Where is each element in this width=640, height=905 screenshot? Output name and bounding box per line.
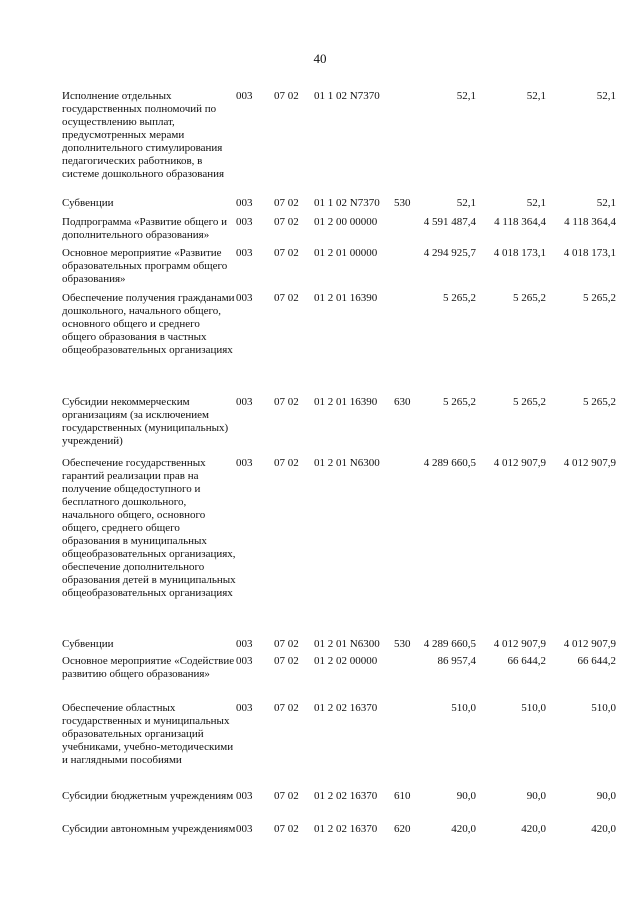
row-value-3: 66 644,2 <box>577 655 616 667</box>
row-value-1: 510,0 <box>451 702 476 714</box>
row-name: Субвенции <box>62 638 114 650</box>
row-admin-code: 003 <box>236 197 253 209</box>
row-admin-code: 003 <box>236 457 253 469</box>
row-value-1: 5 265,2 <box>443 292 476 304</box>
row-value-1: 4 289 660,5 <box>423 638 476 650</box>
row-value-1: 52,1 <box>456 90 476 102</box>
row-name: Исполнение отдельных государственных полномочий по осуществлению выплат, предусмотренных мерами дополнительного стимулирования педагогических работников, в системе дошкольного образования <box>62 90 225 180</box>
row-section-code: 07 02 <box>274 655 299 667</box>
row-value-3: 52,1 <box>596 90 616 102</box>
row-admin-code: 003 <box>236 247 253 259</box>
budget-table <box>62 90 618 853</box>
row-target-code: 01 2 01 00000 <box>314 247 378 259</box>
row-section-code: 07 02 <box>274 247 299 259</box>
row-value-1: 4 591 487,4 <box>423 216 476 228</box>
row-value-1: 90,0 <box>456 790 476 802</box>
row-target-code: 01 2 01 16390 <box>314 396 378 408</box>
row-value-1: 86 957,4 <box>437 655 476 667</box>
row-target-code: 01 1 02 N7370 <box>314 90 380 102</box>
row-admin-code: 003 <box>236 216 253 228</box>
row-section-code: 07 02 <box>274 638 299 650</box>
row-expense-type: 610 <box>394 790 411 802</box>
row-name: Субсидии бюджетным учреждениям <box>62 790 234 802</box>
row-value-3: 4 018 173,1 <box>563 247 616 259</box>
row-value-2: 90,0 <box>526 790 546 802</box>
row-section-code: 07 02 <box>274 90 299 102</box>
table-row <box>62 457 618 638</box>
row-name: Подпрограмма «Развитие общего и дополнительного образования» <box>62 216 228 241</box>
row-value-2: 52,1 <box>526 90 546 102</box>
row-section-code: 07 02 <box>274 292 299 304</box>
row-value-3: 420,0 <box>591 823 616 835</box>
row-target-code: 01 2 02 00000 <box>314 655 378 667</box>
table-row <box>62 638 618 655</box>
row-expense-type: 620 <box>394 823 411 835</box>
row-value-3: 5 265,2 <box>583 396 616 408</box>
row-expense-type: 630 <box>394 396 411 408</box>
table-row <box>62 790 618 823</box>
row-section-code: 07 02 <box>274 823 299 835</box>
page-number: 40 <box>313 51 327 66</box>
row-target-code: 01 1 02 N7370 <box>314 197 380 209</box>
row-value-1: 420,0 <box>451 823 476 835</box>
row-name: Обеспечение получения гражданами дошкольного, начального общего, основного общего и среднего общего образования в частных общеобразовательных организациях <box>62 292 235 356</box>
row-section-code: 07 02 <box>274 197 299 209</box>
row-name: Субсидии автономным учреждениям <box>62 823 236 835</box>
row-value-3: 4 118 364,4 <box>564 216 616 228</box>
row-value-3: 52,1 <box>596 197 616 209</box>
row-admin-code: 003 <box>236 823 253 835</box>
row-value-3: 510,0 <box>591 702 616 714</box>
table-row <box>62 292 618 396</box>
row-value-2: 4 012 907,9 <box>493 457 546 469</box>
table-row <box>62 823 618 853</box>
row-section-code: 07 02 <box>274 396 299 408</box>
row-value-1: 5 265,2 <box>443 396 476 408</box>
row-value-1: 4 289 660,5 <box>423 457 476 469</box>
row-target-code: 01 2 02 16370 <box>314 790 378 802</box>
row-value-2: 4 012 907,9 <box>493 638 546 650</box>
row-target-code: 01 2 02 16370 <box>314 702 378 714</box>
row-admin-code: 003 <box>236 702 253 714</box>
row-value-2: 52,1 <box>526 197 546 209</box>
row-section-code: 07 02 <box>274 457 299 469</box>
row-value-2: 5 265,2 <box>513 396 546 408</box>
table-row <box>62 216 618 247</box>
row-value-3: 4 012 907,9 <box>563 638 616 650</box>
row-admin-code: 003 <box>236 790 253 802</box>
row-admin-code: 003 <box>236 90 253 102</box>
row-name: Субсидии некоммерческим организациям (за исключением государственных (муниципальных) учреждений) <box>62 396 229 447</box>
row-name: Обеспечение государственных гарантий реализации прав на получение общедоступного и бесплатного дошкольного, начального общего, основного общего, среднего общего образования в муниципальных общеобразовательных организациях, обеспечение дополнительного образования детей в муниципальных общеобразовательных организациях <box>62 457 236 599</box>
row-value-2: 5 265,2 <box>513 292 546 304</box>
row-value-2: 66 644,2 <box>507 655 546 667</box>
row-value-3: 4 012 907,9 <box>563 457 616 469</box>
row-value-1: 4 294 925,7 <box>423 247 476 259</box>
table-row <box>62 702 618 790</box>
row-target-code: 01 2 01 N6300 <box>314 457 380 469</box>
row-name: Обеспечение областных государственных и муниципальных образовательных организаций учебниками, учебно-методическими и наглядными пособиями <box>62 702 234 766</box>
table-row <box>62 396 618 457</box>
row-value-2: 4 018 173,1 <box>493 247 546 259</box>
row-expense-type: 530 <box>394 638 411 650</box>
row-target-code: 01 2 01 16390 <box>314 292 378 304</box>
row-expense-type: 530 <box>394 197 411 209</box>
row-name: Основное мероприятие «Содействие развитию общего образования» <box>62 655 235 680</box>
row-target-code: 01 2 02 16370 <box>314 823 378 835</box>
row-value-2: 4 118 364,4 <box>494 216 546 228</box>
row-value-2: 420,0 <box>521 823 546 835</box>
row-target-code: 01 2 00 00000 <box>314 216 378 228</box>
row-section-code: 07 02 <box>274 790 299 802</box>
row-admin-code: 003 <box>236 396 253 408</box>
row-section-code: 07 02 <box>274 216 299 228</box>
row-target-code: 01 2 01 N6300 <box>314 638 380 650</box>
row-name: Основное мероприятие «Развитие образовательных программ общего образования» <box>62 247 228 285</box>
row-admin-code: 003 <box>236 638 253 650</box>
table-row <box>62 197 618 216</box>
row-value-2: 510,0 <box>521 702 546 714</box>
row-section-code: 07 02 <box>274 702 299 714</box>
row-name: Субвенции <box>62 197 114 209</box>
row-value-3: 5 265,2 <box>583 292 616 304</box>
row-admin-code: 003 <box>236 292 253 304</box>
table-row <box>62 247 618 292</box>
row-value-3: 90,0 <box>596 790 616 802</box>
row-value-1: 52,1 <box>456 197 476 209</box>
table-row <box>62 655 618 702</box>
table-row <box>62 90 618 197</box>
row-admin-code: 003 <box>236 655 253 667</box>
